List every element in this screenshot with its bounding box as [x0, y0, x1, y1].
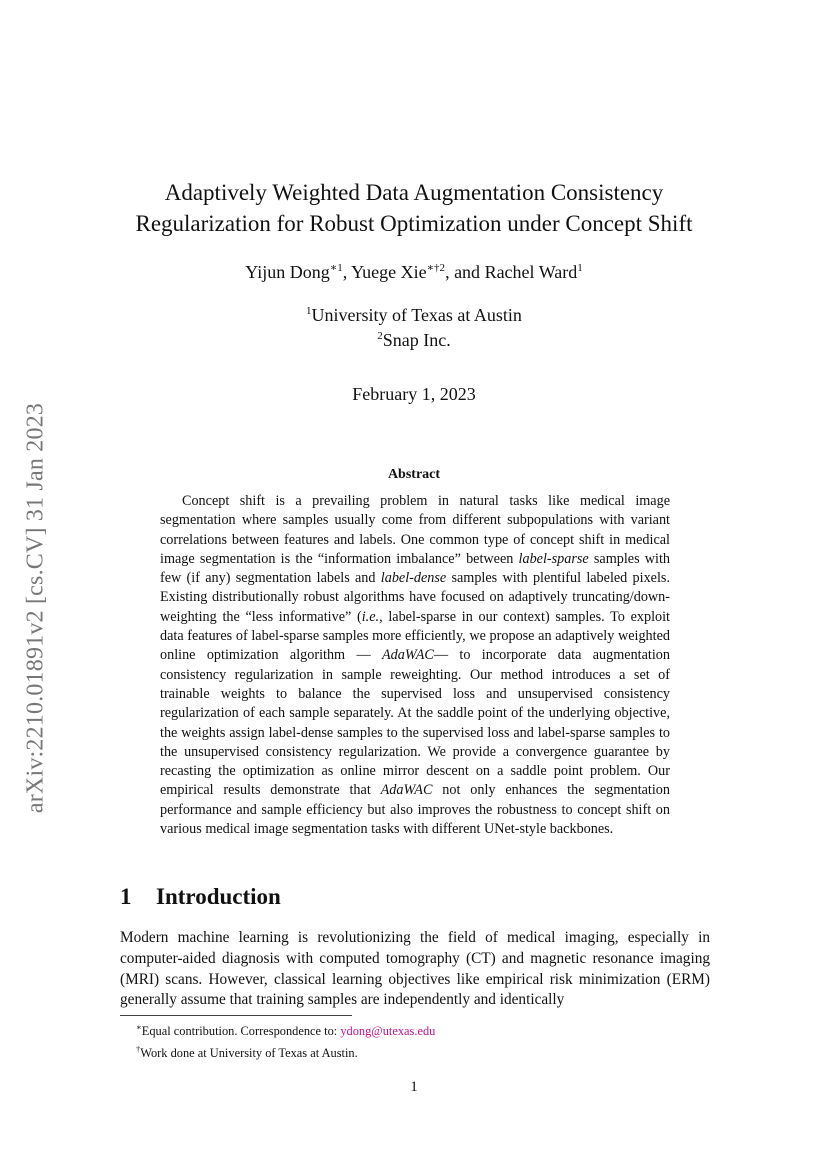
- footnote-mark: †: [136, 1043, 141, 1054]
- abstract-emphasis: AdaWAC: [380, 782, 433, 799]
- affiliation-1: [0, 303, 828, 327]
- author-mark: 1: [577, 262, 583, 274]
- footnote-divider: [120, 1015, 352, 1016]
- affiliation-mark: 1: [306, 305, 312, 317]
- author-mark: ∗1: [329, 262, 343, 274]
- author-separator: , and: [445, 262, 485, 282]
- author-name: Yuege Xie: [351, 262, 427, 282]
- author-list: [0, 262, 828, 283]
- abstract-emphasis: label-sparse: [518, 550, 589, 567]
- author-mark: ∗†2: [426, 262, 446, 274]
- correspondence-email-link[interactable]: ydong@utexas.edu: [340, 1024, 436, 1039]
- introduction-paragraph: Modern machine learning is revolutionizing the field of medical imaging, especially in computer-aided diagnosis with computed tomography (CT) and magnetic resonance imaging (MRI) scans. However, classical learning objectives like empirical risk minimization (ERM) generally assume that training samples are independently and identically: [120, 929, 710, 1009]
- footnotes: [136, 1019, 435, 1062]
- footnote-text: Work done at University of Texas at Austin.: [140, 1045, 358, 1060]
- paper-title-line-1: Adaptively Weighted Data Augmentation Consistency: [164, 180, 664, 205]
- abstract-emphasis: AdaWAC: [382, 647, 434, 664]
- author-name: Yijun Dong: [245, 262, 330, 282]
- introduction-text: [120, 928, 710, 1011]
- affiliation-name: Snap Inc.: [382, 330, 451, 350]
- affiliation-mark: 2: [377, 330, 383, 342]
- paper-title-line-2: Regularization for Robust Optimization under Concept Shift: [135, 211, 693, 236]
- abstract-heading: Abstract: [387, 467, 441, 482]
- affiliation-2: [0, 328, 828, 352]
- abstract-segment: Concept shift is a prevailing problem in natural tasks like medical image segmentation where samples usually come from different subpopulations with variant correlations between features and labels. One common type of concept shift in medical image segmentation is the “information imbalance” between: [160, 493, 670, 567]
- abstract-emphasis: i.e.: [361, 608, 380, 625]
- abstract-segment: samples with plentiful labeled pixels. Existing distributionally robust algorithms have focused on adaptively truncating/down-weighting the “less informative” (: [160, 570, 670, 625]
- abstract-segment: not only enhances the segmentation performance and sample efficiency but also improves the robustness to concept shift on various medical image segmentation tasks with different UNet-style backbones.: [160, 782, 670, 838]
- arxiv-identifier-stamp: arXiv:2210.01891v2 [cs.CV] 31 Jan 2023: [22, 402, 49, 814]
- footnote-text: Equal contribution. Correspondence to:: [141, 1024, 341, 1039]
- footnote-mark: ∗: [136, 1022, 142, 1032]
- footnote-2: [136, 1041, 435, 1063]
- author-separator: ,: [342, 262, 352, 282]
- paper-date: February 1, 2023: [352, 384, 476, 404]
- author-name: Rachel Ward: [484, 262, 578, 282]
- affiliation-name: University of Texas at Austin: [311, 305, 522, 325]
- abstract-segment: — to incorporate data augmentation consistency regularization in sample reweighting. Our method introduces a set of trainable weights to balance the supervised loss and unsupervised consistency regularization of each sample separately. At the saddle point of the underlying objective, the weights assign label-dense samples to the supervised loss and label-sparse samples to the unsupervised consistency regularization. We provide a convergence guarantee by recasting the optimization as online mirror descent on a saddle point problem. Our empirical results demonstrate that: [160, 647, 670, 799]
- section-heading: [120, 884, 281, 910]
- abstract-text: [160, 492, 670, 839]
- footnote-1: [136, 1019, 435, 1041]
- section-title: Introduction: [156, 884, 281, 909]
- abstract-segment: , label-sparse in our context) samples. To exploit data features of label-sparse samples more efficiently, we propose an adaptively weighted online optimization algorithm —: [160, 608, 670, 664]
- abstract-emphasis: label-dense: [380, 570, 447, 587]
- page-number: 1: [410, 1079, 418, 1095]
- section-number: 1: [120, 884, 132, 909]
- abstract-segment: samples with few (if any) segmentation labels and: [160, 550, 671, 587]
